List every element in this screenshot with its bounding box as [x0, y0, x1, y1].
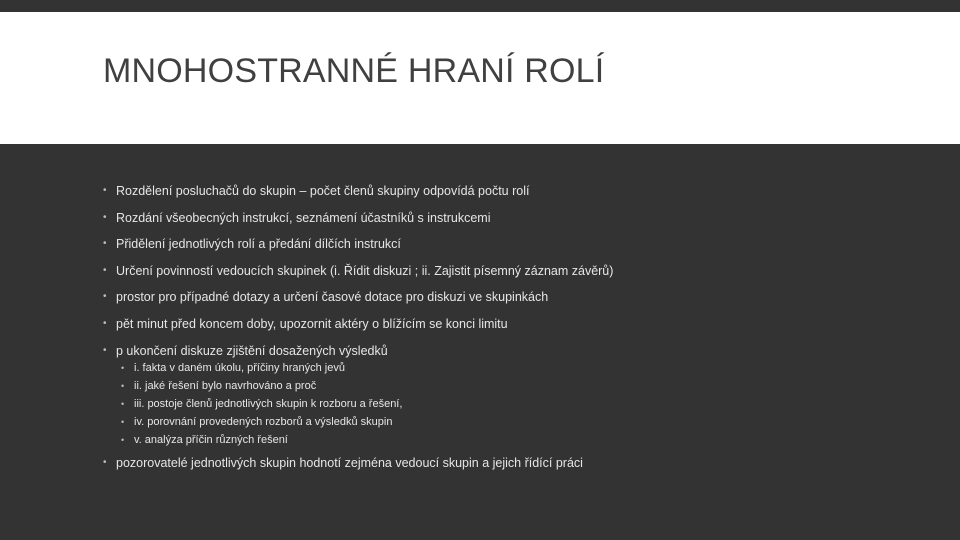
- bullet-dot-icon: •: [103, 291, 107, 303]
- sub-bullet-text: iii. postoje členů jednotlivých skupin k rozboru a řešení,: [134, 397, 403, 410]
- bullet-dot-icon: •: [103, 264, 107, 276]
- bullet-dot-icon: •: [103, 185, 107, 196]
- bullet-dot-icon: •: [121, 416, 125, 427]
- bullet-text: p ukončení diskuze zjištění dosažených výsledků: [116, 343, 388, 358]
- bullet-dot-icon: •: [103, 317, 107, 329]
- bullet-text: Rozdání všeobecných instrukcí, seznámení účastníků s instrukcemi: [116, 210, 491, 225]
- bullet-text: Přidělení jednotlivých rolí a předání dílčích instrukcí: [116, 237, 401, 252]
- bullet-text: pozorovatelé jednotlivých skupin hodnotí zejména vedoucí skupin a jejich řídící práci: [116, 455, 583, 470]
- bullet-dot-icon: •: [121, 362, 125, 373]
- bullet-dot-icon: •: [103, 211, 107, 223]
- bullet-item: [103, 289, 923, 316]
- sub-bullet-text: ii. jaké řešení bylo navrhováno a proč: [134, 379, 317, 392]
- sub-bullet-item: [103, 359, 923, 377]
- title-band: [0, 12, 960, 144]
- sub-bullet-text: iv. porovnání provedených rozborů a výsledků skupin: [134, 415, 393, 428]
- bullet-text: prostor pro případné dotazy a určení časové dotace pro diskuzi ve skupinkách: [116, 290, 549, 305]
- bullet-text: Určení povinností vedoucích skupinek (i. Řídit diskuzi ; ii. Zajistit písemný záznam závěrů): [116, 263, 614, 278]
- bullet-dot-icon: •: [121, 398, 125, 409]
- sub-bullet-text: v. analýza příčin různých řešení: [134, 433, 288, 446]
- bullet-dot-icon: •: [103, 238, 107, 250]
- bullet-dot-icon: •: [121, 380, 125, 391]
- slide-content: [103, 183, 923, 471]
- bullet-dot-icon: •: [103, 344, 107, 356]
- sub-bullet-item: [103, 413, 923, 431]
- bullet-item: [103, 455, 923, 471]
- slide-title: MNOHOSTRANNÉ HRANÍ ROLÍ: [103, 52, 605, 90]
- sub-bullet-item: [103, 431, 923, 449]
- bullet-dot-icon: •: [103, 456, 107, 468]
- bullet-text: pět minut před koncem doby, upozornit aktéry o blížícím se konci limitu: [116, 316, 508, 331]
- bullet-item: [103, 343, 923, 359]
- bullet-item: [103, 316, 923, 343]
- sub-bullet-list: [103, 359, 923, 449]
- bullet-item: [103, 210, 923, 237]
- bullet-dot-icon: •: [121, 434, 125, 445]
- bullet-item: [103, 263, 923, 290]
- bullet-item: [103, 236, 923, 263]
- sub-bullet-item: [103, 377, 923, 395]
- sub-bullet-text: i. fakta v daném úkolu, příčiny hraných jevů: [134, 361, 345, 374]
- sub-bullet-item: [103, 395, 923, 413]
- bullet-item: [103, 183, 923, 210]
- bullet-text: Rozdělení posluchačů do skupin – počet členů skupiny odpovídá počtu rolí: [116, 184, 530, 198]
